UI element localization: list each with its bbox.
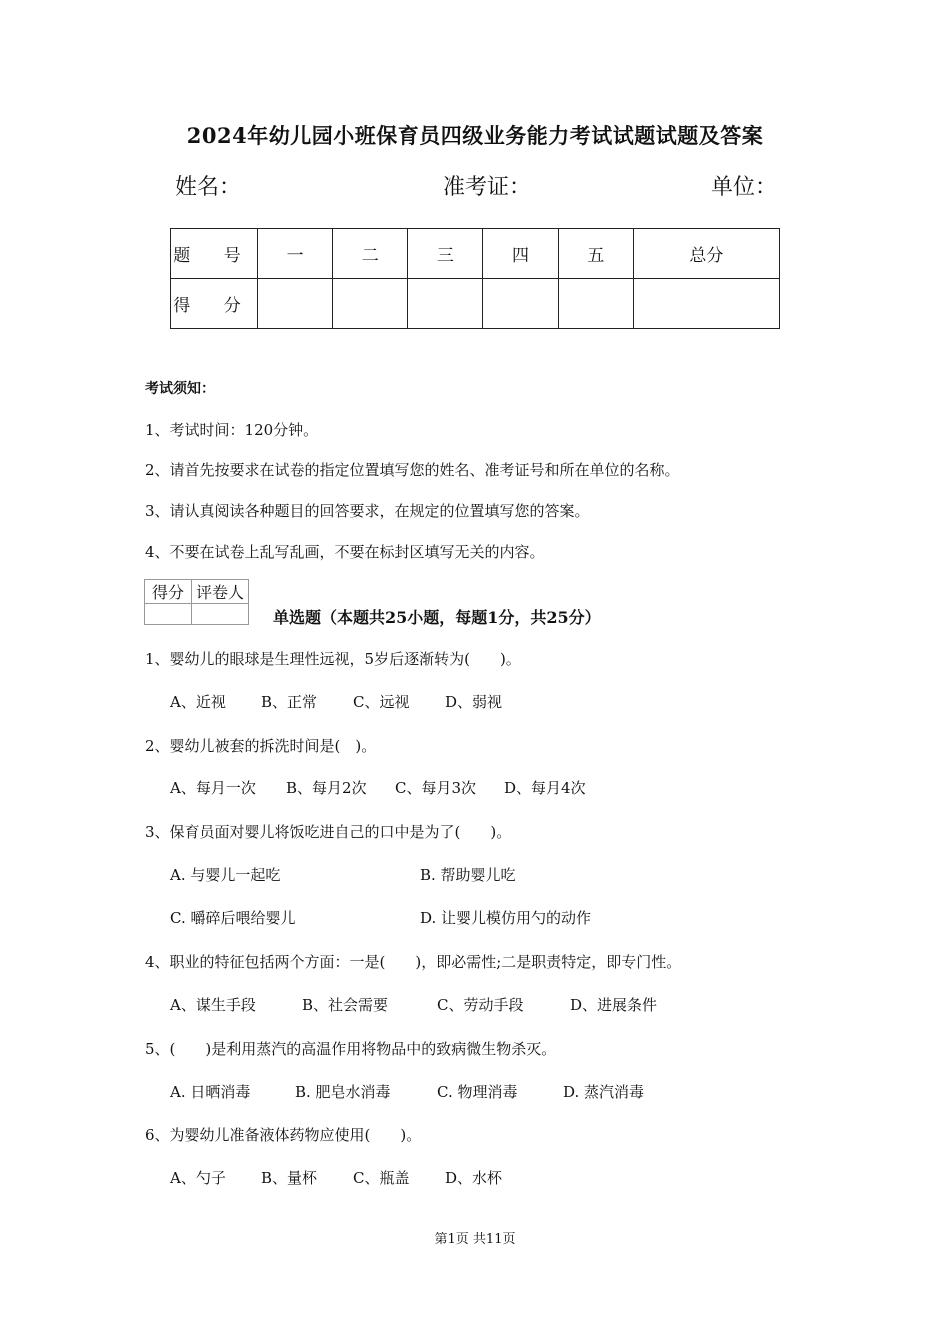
option: A、每月一次	[170, 779, 256, 797]
score-table-score-row	[171, 279, 780, 329]
score-table-header-cell: 二	[333, 229, 408, 279]
question-text: 6、为婴幼儿准备液体药物应使用( )。	[145, 1126, 422, 1144]
option: D、水杯	[445, 1169, 503, 1187]
question-text: 2、婴幼儿被套的拆洗时间是( )。	[145, 737, 377, 755]
score-table	[170, 228, 780, 329]
page-title: 2024年幼儿园小班保育员四级业务能力考试试题试题及答案	[186, 123, 764, 148]
question-text: 4、职业的特征包括两个方面：一是( )，即必需性;二是职责特定，即专门性。	[145, 953, 682, 971]
section-title: 单选题（本题共25小题，每题1分，共25分）	[273, 608, 601, 627]
score-cell[interactable]	[558, 279, 633, 329]
score-table-header-cell: 一	[258, 229, 333, 279]
option: C、劳动手段	[437, 996, 524, 1014]
score-table-header-row	[171, 229, 780, 279]
score-cell[interactable]	[333, 279, 408, 329]
option: A、勺子	[170, 1169, 226, 1187]
score-cell[interactable]	[633, 279, 779, 329]
notice-item: 2、请首先按要求在试卷的指定位置填写您的姓名、准考证号和所在单位的名称。	[145, 461, 680, 479]
score-cell[interactable]	[483, 279, 558, 329]
score-table-header-cell: 总分	[633, 229, 779, 279]
score-table-header-cell: 五	[558, 229, 633, 279]
option: B. 肥皂水消毒	[295, 1083, 391, 1101]
option: A. 日晒消毒	[170, 1083, 251, 1101]
option: D、进展条件	[570, 996, 658, 1014]
option: A. 与婴儿一起吃	[170, 866, 281, 884]
score-table-row-label: 得 分	[171, 279, 258, 329]
grader-box	[144, 579, 249, 625]
option: C、远视	[353, 693, 410, 711]
score-table-header-cell: 三	[408, 229, 483, 279]
score-table-header-cell: 四	[483, 229, 558, 279]
grader-name-cell[interactable]	[192, 604, 249, 625]
option: D. 让婴儿模仿用勺的动作	[420, 909, 592, 927]
option: B、社会需要	[302, 996, 389, 1014]
grader-score-cell[interactable]	[145, 604, 192, 625]
option: D、每月4次	[504, 779, 586, 797]
option: C、每月3次	[395, 779, 477, 797]
option: B、每月2次	[286, 779, 367, 797]
option: A、谋生手段	[170, 996, 256, 1014]
option: B、正常	[261, 693, 318, 711]
option: B. 帮助婴儿吃	[420, 866, 516, 884]
question-text: 3、保育员面对婴儿将饭吃进自己的口中是为了( )。	[145, 823, 512, 841]
option: C、瓶盖	[353, 1169, 410, 1187]
unit-label: 单位：	[711, 175, 778, 200]
question-text: 5、( )是利用蒸汽的高温作用将物品中的致病微生物杀灭。	[145, 1040, 557, 1058]
option: C. 物理消毒	[437, 1083, 518, 1101]
notice-item: 1、考试时间：120分钟。	[145, 421, 319, 439]
option: A、近视	[170, 693, 226, 711]
name-label: 姓名：	[175, 175, 242, 200]
notice-item: 4、不要在试卷上乱写乱画，不要在标封区填写无关的内容。	[145, 543, 545, 561]
score-table-header-label: 题 号	[171, 229, 258, 279]
score-cell[interactable]	[258, 279, 333, 329]
question-text: 1、婴幼儿的眼球是生理性远视，5岁后逐渐转为( )。	[145, 650, 521, 668]
page-number: 第1页 共11页	[434, 1232, 516, 1247]
option: C. 嚼碎后喂给婴儿	[170, 909, 296, 927]
grader-name-label: 评卷人	[192, 580, 249, 604]
notice-item: 3、请认真阅读各种题目的回答要求，在规定的位置填写您的答案。	[145, 502, 590, 520]
option: D. 蒸汽消毒	[563, 1083, 645, 1101]
score-cell[interactable]	[408, 279, 483, 329]
grader-score-label: 得分	[145, 580, 192, 604]
option: B、量杯	[261, 1169, 318, 1187]
option: D、弱视	[445, 693, 503, 711]
exam-number-label: 准考证：	[443, 175, 532, 200]
notice-heading: 考试须知：	[145, 381, 215, 397]
